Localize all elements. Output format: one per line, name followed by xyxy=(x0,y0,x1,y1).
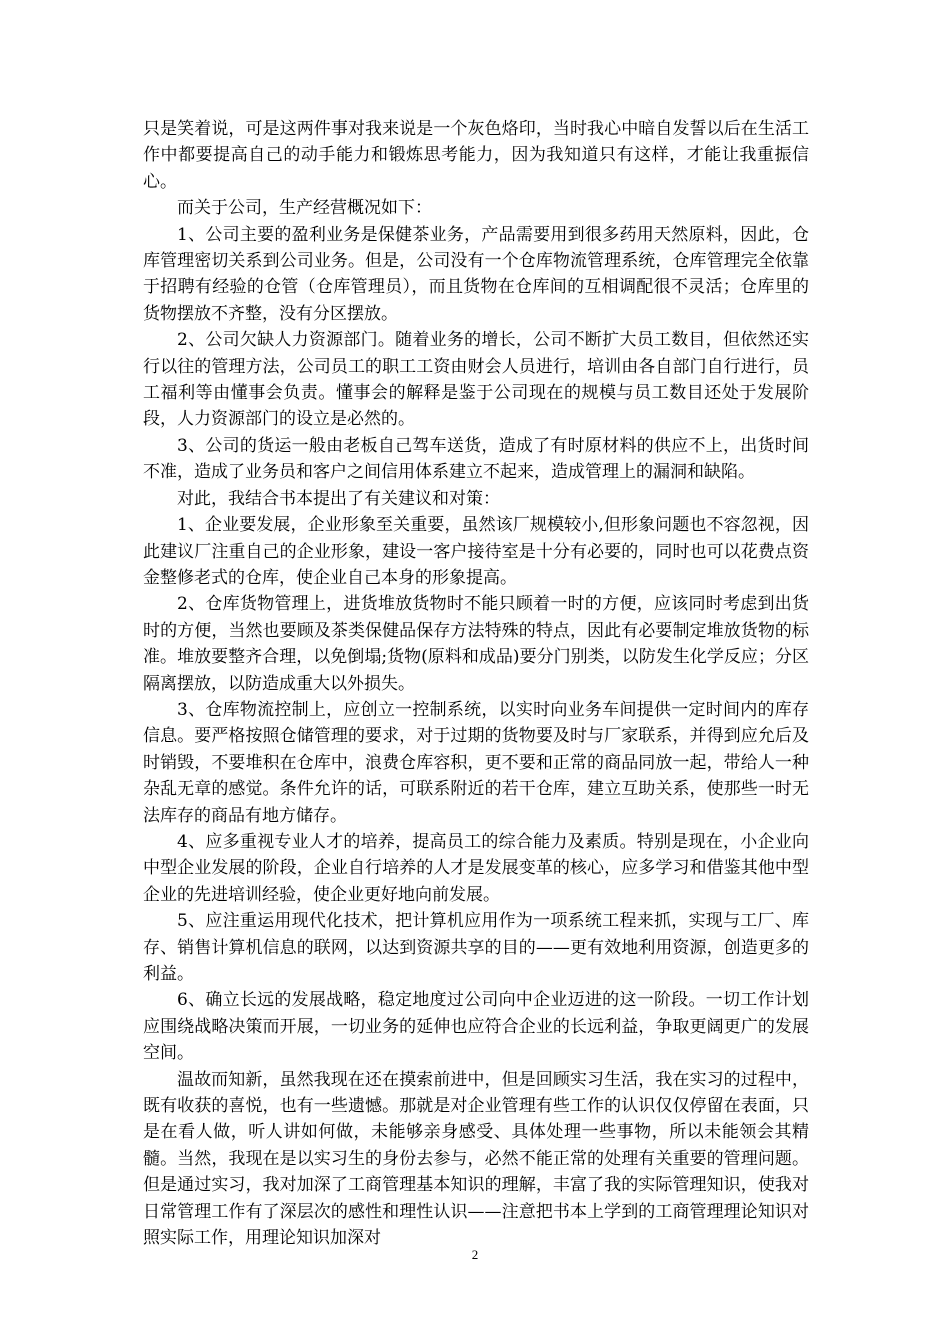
paragraph-7: 1、企业要发展，企业形象至关重要，虽然该厂规模较小,但形象问题也不容忽视，因此建议厂注重自己的企业形象，建设一客户接待室是十分有必要的，同时也可以花费点资金整修老式的仓库，使企业自己本身的形象提高。 xyxy=(143,515,809,588)
paragraph-13: 温故而知新，虽然我现在还在摸索前进中，但是回顾实习生活，我在实习的过程中，既有收获的喜悦，也有一些遗憾。那就是对企业管理有些工作的认识仅仅停留在表面，只是在看人做，听人讲如何做，未能够亲身感受、具体处理一些事物，所以未能领会其精髓。当然，我现在是以实习生的身份去参与，必然不能正常的处理有关重要的管理问题。但是通过实习，我对加深了工商管理基本知识的理解，丰富了我的实际管理知识，使我对日常管理工作有了深层次的感性和理性认识——注意把书本上学到的工商管理理论知识对照实际工作，用理论知识加深对 xyxy=(143,1069,809,1249)
paragraph-8: 2、仓库货物管理上，进货堆放货物时不能只顾着一时的方便，应该同时考虑到出货时的方便，当然也要顾及茶类保健品保存方法特殊的特点，因此有必要制定堆放货物的标准。堆放要整齐合理，以免倒塌;货物(原料和成品)要分门别类，以防发生化学反应；分区隔离摆放，以防造成重大以外损失。 xyxy=(143,594,809,694)
paragraph-9: 3、仓库物流控制上，应创立一控制系统，以实时向业务车间提供一定时间内的库存信息。要严格按照仓储管理的要求，对于过期的货物要及时与厂家联系，并得到应允后及时销毁，不要堆积在仓库中，浪费仓库容积，更不要和正常的商品同放一起，带给人一种杂乱无章的感觉。条件允许的话，可联系附近的若干仓库，建立互助关系，使那些一时无法库存的商品有地方储存。 xyxy=(143,699,809,826)
paragraph-6: 对此，我结合书本提出了有关建议和对策： xyxy=(177,488,500,509)
paragraph-1: 只是笑着说，可是这两件事对我来说是一个灰色烙印，当时我心中暗自发誓以后在生活工作中都要提高自己的动手能力和锻炼思考能力，因为我知道只有这样，才能让我重振信心。 xyxy=(143,119,809,192)
document-body xyxy=(143,116,809,1251)
paragraph-2: 而关于公司，生产经营概况如下： xyxy=(177,198,432,219)
paragraph-10: 4、应多重视专业人才的培养，提高员工的综合能力及素质。特别是现在，小企业向中型企业发展的阶段，企业自行培养的人才是发展变革的核心，应多学习和借鉴其他中型企业的先进培训经验，使企业更好地向前发展。 xyxy=(143,831,809,905)
paragraph-11: 5、应注重运用现代化技术，把计算机应用作为一项系统工程来抓，实现与工厂、库存、销售计算机信息的联网，以达到资源共享的目的——更有效地利用资源，创造更多的利益。 xyxy=(143,911,809,984)
paragraph-5: 3、公司的货运一般由老板自己驾车送货，造成了有时原材料的供应不上，出货时间不准，造成了业务员和客户之间信用体系建立不起来，造成管理上的漏洞和缺陷。 xyxy=(143,435,809,483)
page-number: 2 xyxy=(471,1247,479,1262)
paragraph-3: 1、公司主要的盈利业务是保健茶业务，产品需要用到很多药用天然原料，因此，仓库管理密切关系到公司业务。但是，公司没有一个仓库物流管理系统，仓库管理完全依靠于招聘有经验的仓管（仓库管理员），而且货物在仓库间的互相调配很不灵活；仓库里的货物摆放不齐整，没有分区摆放。 xyxy=(143,224,809,324)
paragraph-4: 2、公司欠缺人力资源部门。随着业务的增长，公司不断扩大员工数目，但依然还实行以往的管理方法，公司员工的职工工资由财会人员进行，培训由各自部门自行进行，员工福利等由懂事会负责。懂事会的解释是鉴于公司现在的规模与员工数目还处于发展阶段，人力资源部门的设立是必然的。 xyxy=(143,330,809,430)
paragraph-12: 6、确立长远的发展战略，稳定地度过公司向中企业迈进的这一阶段。一切工作计划应围绕战略决策而开展，一切业务的延伸也应符合企业的长远利益，争取更阔更广的发展空间。 xyxy=(143,990,809,1064)
